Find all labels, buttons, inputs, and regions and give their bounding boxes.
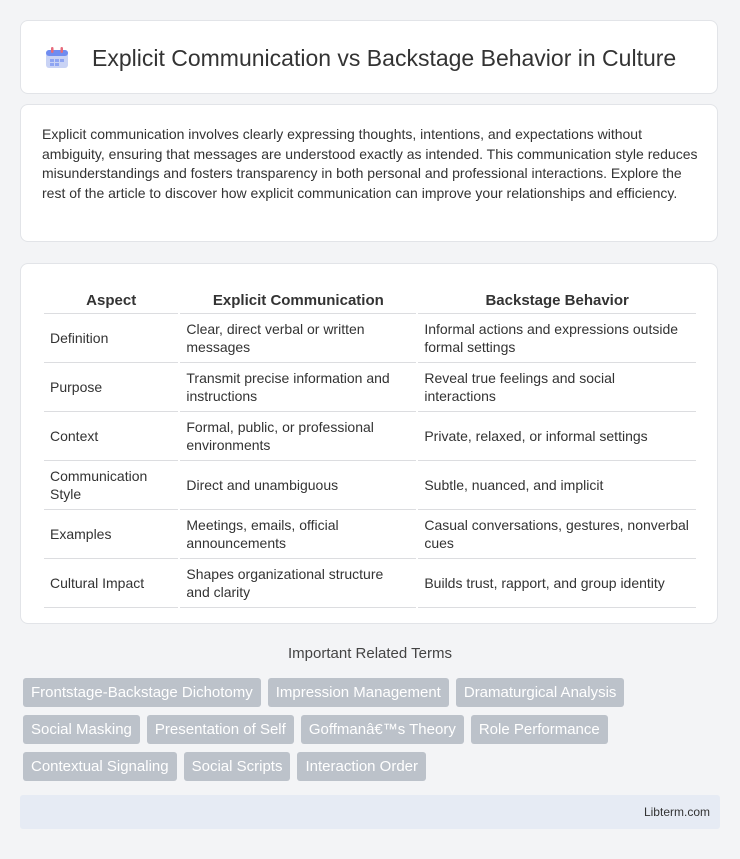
related-terms-title: Important Related Terms <box>288 645 452 662</box>
header-aspect: Aspect <box>44 284 178 314</box>
table-row <box>44 510 696 559</box>
row-backstage: Informal actions and expressions outside formal settings <box>418 314 696 363</box>
related-term-tag[interactable]: Interaction Order <box>297 752 426 781</box>
footer <box>20 795 720 829</box>
row-explicit: Formal, public, or professional environments <box>180 412 416 461</box>
table-row <box>44 559 696 608</box>
related-term-tag[interactable]: Frontstage-Backstage Dichotomy <box>23 678 261 707</box>
header-card <box>20 20 718 94</box>
related-term-tag[interactable]: Dramaturgical Analysis <box>456 678 625 707</box>
related-terms-list <box>23 678 723 781</box>
related-term-tag[interactable]: Social Masking <box>23 715 140 744</box>
table-row <box>44 314 696 363</box>
row-explicit: Transmit precise information and instructions <box>180 363 416 412</box>
table-row <box>44 461 696 510</box>
row-explicit: Direct and unambiguous <box>180 461 416 510</box>
footer-site-link[interactable]: Libterm.com <box>643 805 710 819</box>
comparison-table <box>42 284 698 608</box>
row-explicit: Clear, direct verbal or written messages <box>180 314 416 363</box>
table-header-row <box>44 284 696 314</box>
related-term-tag[interactable]: Contextual Signaling <box>23 752 177 781</box>
related-term-tag[interactable]: Goffmanâ€™s Theory <box>301 715 464 744</box>
calendar-icon <box>45 47 69 69</box>
row-backstage: Private, relaxed, or informal settings <box>418 412 696 461</box>
row-backstage: Casual conversations, gestures, nonverbal cues <box>418 510 696 559</box>
header-explicit-communication: Explicit Communication <box>180 284 416 314</box>
page-title: Explicit Communication vs Backstage Behavior in Culture <box>92 45 677 71</box>
intro-paragraph: Explicit communication involves clearly expressing thoughts, intentions, and expectations without ambiguity, ensuring that messages are understood exactly as intended. This communication style reduces misunderstandings and fosters transparency in both personal and professional interactions. Explore the rest of the article to discover how explicit communication can improve your relationships and efficiency. <box>42 126 698 201</box>
row-aspect: Communication Style <box>44 461 178 510</box>
related-term-tag[interactable]: Impression Management <box>268 678 449 707</box>
table-row <box>44 412 696 461</box>
row-backstage: Builds trust, rapport, and group identity <box>418 559 696 608</box>
row-backstage: Reveal true feelings and social interactions <box>418 363 696 412</box>
row-explicit: Shapes organizational structure and clarity <box>180 559 416 608</box>
row-explicit: Meetings, emails, official announcements <box>180 510 416 559</box>
related-term-tag[interactable]: Social Scripts <box>184 752 291 781</box>
table-row <box>44 363 696 412</box>
row-aspect: Purpose <box>44 363 178 412</box>
related-term-tag[interactable]: Role Performance <box>471 715 608 744</box>
related-term-tag[interactable]: Presentation of Self <box>147 715 294 744</box>
header-backstage-behavior: Backstage Behavior <box>418 284 696 314</box>
row-aspect: Examples <box>44 510 178 559</box>
row-backstage: Subtle, nuanced, and implicit <box>418 461 696 510</box>
row-aspect: Cultural Impact <box>44 559 178 608</box>
row-aspect: Context <box>44 412 178 461</box>
intro-card <box>20 104 718 242</box>
comparison-card <box>20 263 718 624</box>
row-aspect: Definition <box>44 314 178 363</box>
